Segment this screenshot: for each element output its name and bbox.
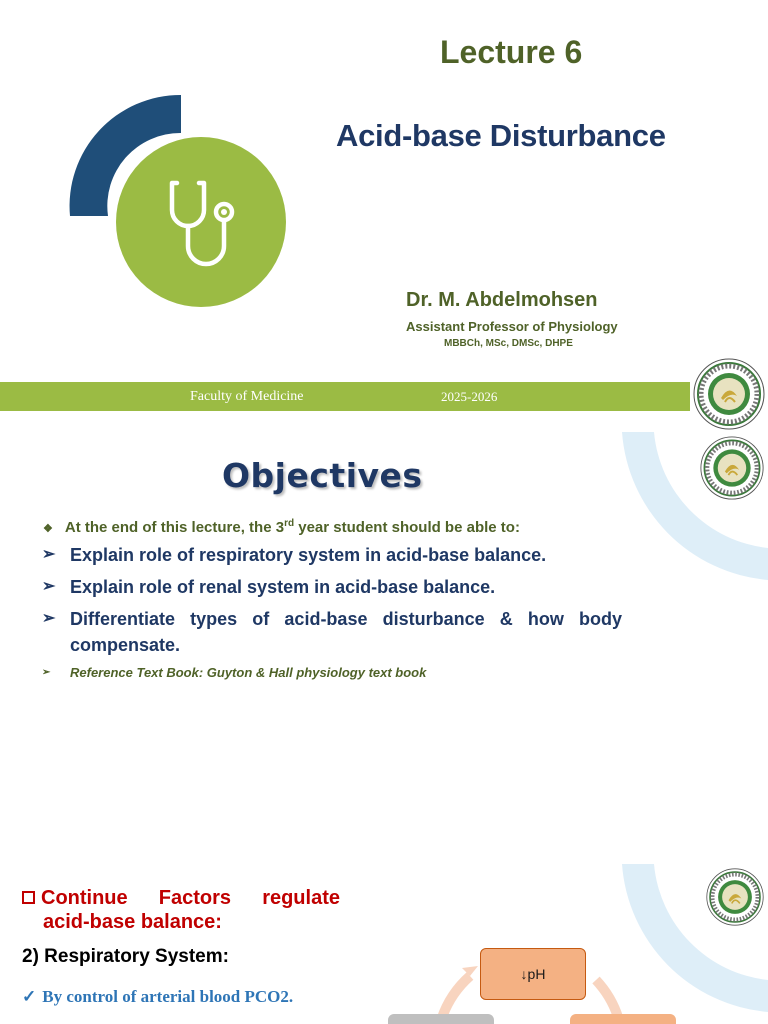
- diagram-box-grey: [388, 1014, 494, 1024]
- objectives-list: [42, 542, 622, 664]
- respiratory-system-slide: [0, 864, 768, 1024]
- diagram-box-orange: [570, 1014, 676, 1024]
- decorative-arc-graphic: [0, 0, 320, 330]
- title-slide: [0, 0, 768, 432]
- bullet-point: ✓ By control of arterial blood PCO2.: [22, 987, 294, 1006]
- footer-band: [0, 382, 690, 411]
- objectives-intro: [43, 518, 520, 536]
- diamond-bullet-icon: ❖: [43, 523, 53, 535]
- reference-note: ➢ Reference Text Book: Guyton & Hall physiology text book: [42, 665, 427, 680]
- ph-decrease-box: ↓pH: [480, 948, 586, 1000]
- list-item: ➢ Differentiate types of acid-base disturbance & how body compensate.: [42, 606, 622, 658]
- university-seal-icon: [693, 358, 765, 430]
- check-icon: ✓: [22, 987, 37, 1006]
- lecture-number: Lecture 6: [440, 34, 583, 70]
- section-heading: Continue Factors regulate acid-base balance:: [22, 886, 342, 934]
- arrow-bullet-icon: ➢: [42, 546, 56, 563]
- list-item: ➢ Explain role of respiratory system in acid-base balance.: [42, 542, 622, 568]
- respiratory-subheading: 2) Respiratory System:: [22, 946, 229, 967]
- faculty-label: Faculty of Medicine: [190, 389, 304, 404]
- author-role: Assistant Professor of Physiology: [406, 319, 618, 334]
- author-degrees: MBBCh, MSc, DMSc, DHPE: [444, 338, 573, 349]
- arrow-bullet-icon: ➢: [42, 578, 56, 595]
- list-item: ➢ Explain role of renal system in acid-base balance.: [42, 574, 622, 600]
- academic-year: 2025-2026: [441, 389, 498, 404]
- intro-text: At the end of this lecture, the 3rd year student should be able to:: [64, 518, 520, 536]
- arrow-bullet-icon: ➢: [42, 667, 51, 678]
- university-seal-icon: [700, 436, 764, 500]
- checkbox-bullet-icon: [22, 891, 35, 904]
- university-seal-icon: [706, 868, 764, 926]
- objectives-slide: [0, 432, 768, 864]
- author-name: Dr. M. Abdelmohsen: [406, 289, 598, 311]
- objectives-title: Objectives: [222, 456, 423, 495]
- lecture-title: Acid-base Disturbance: [336, 118, 666, 153]
- arrow-bullet-icon: ➢: [42, 610, 56, 627]
